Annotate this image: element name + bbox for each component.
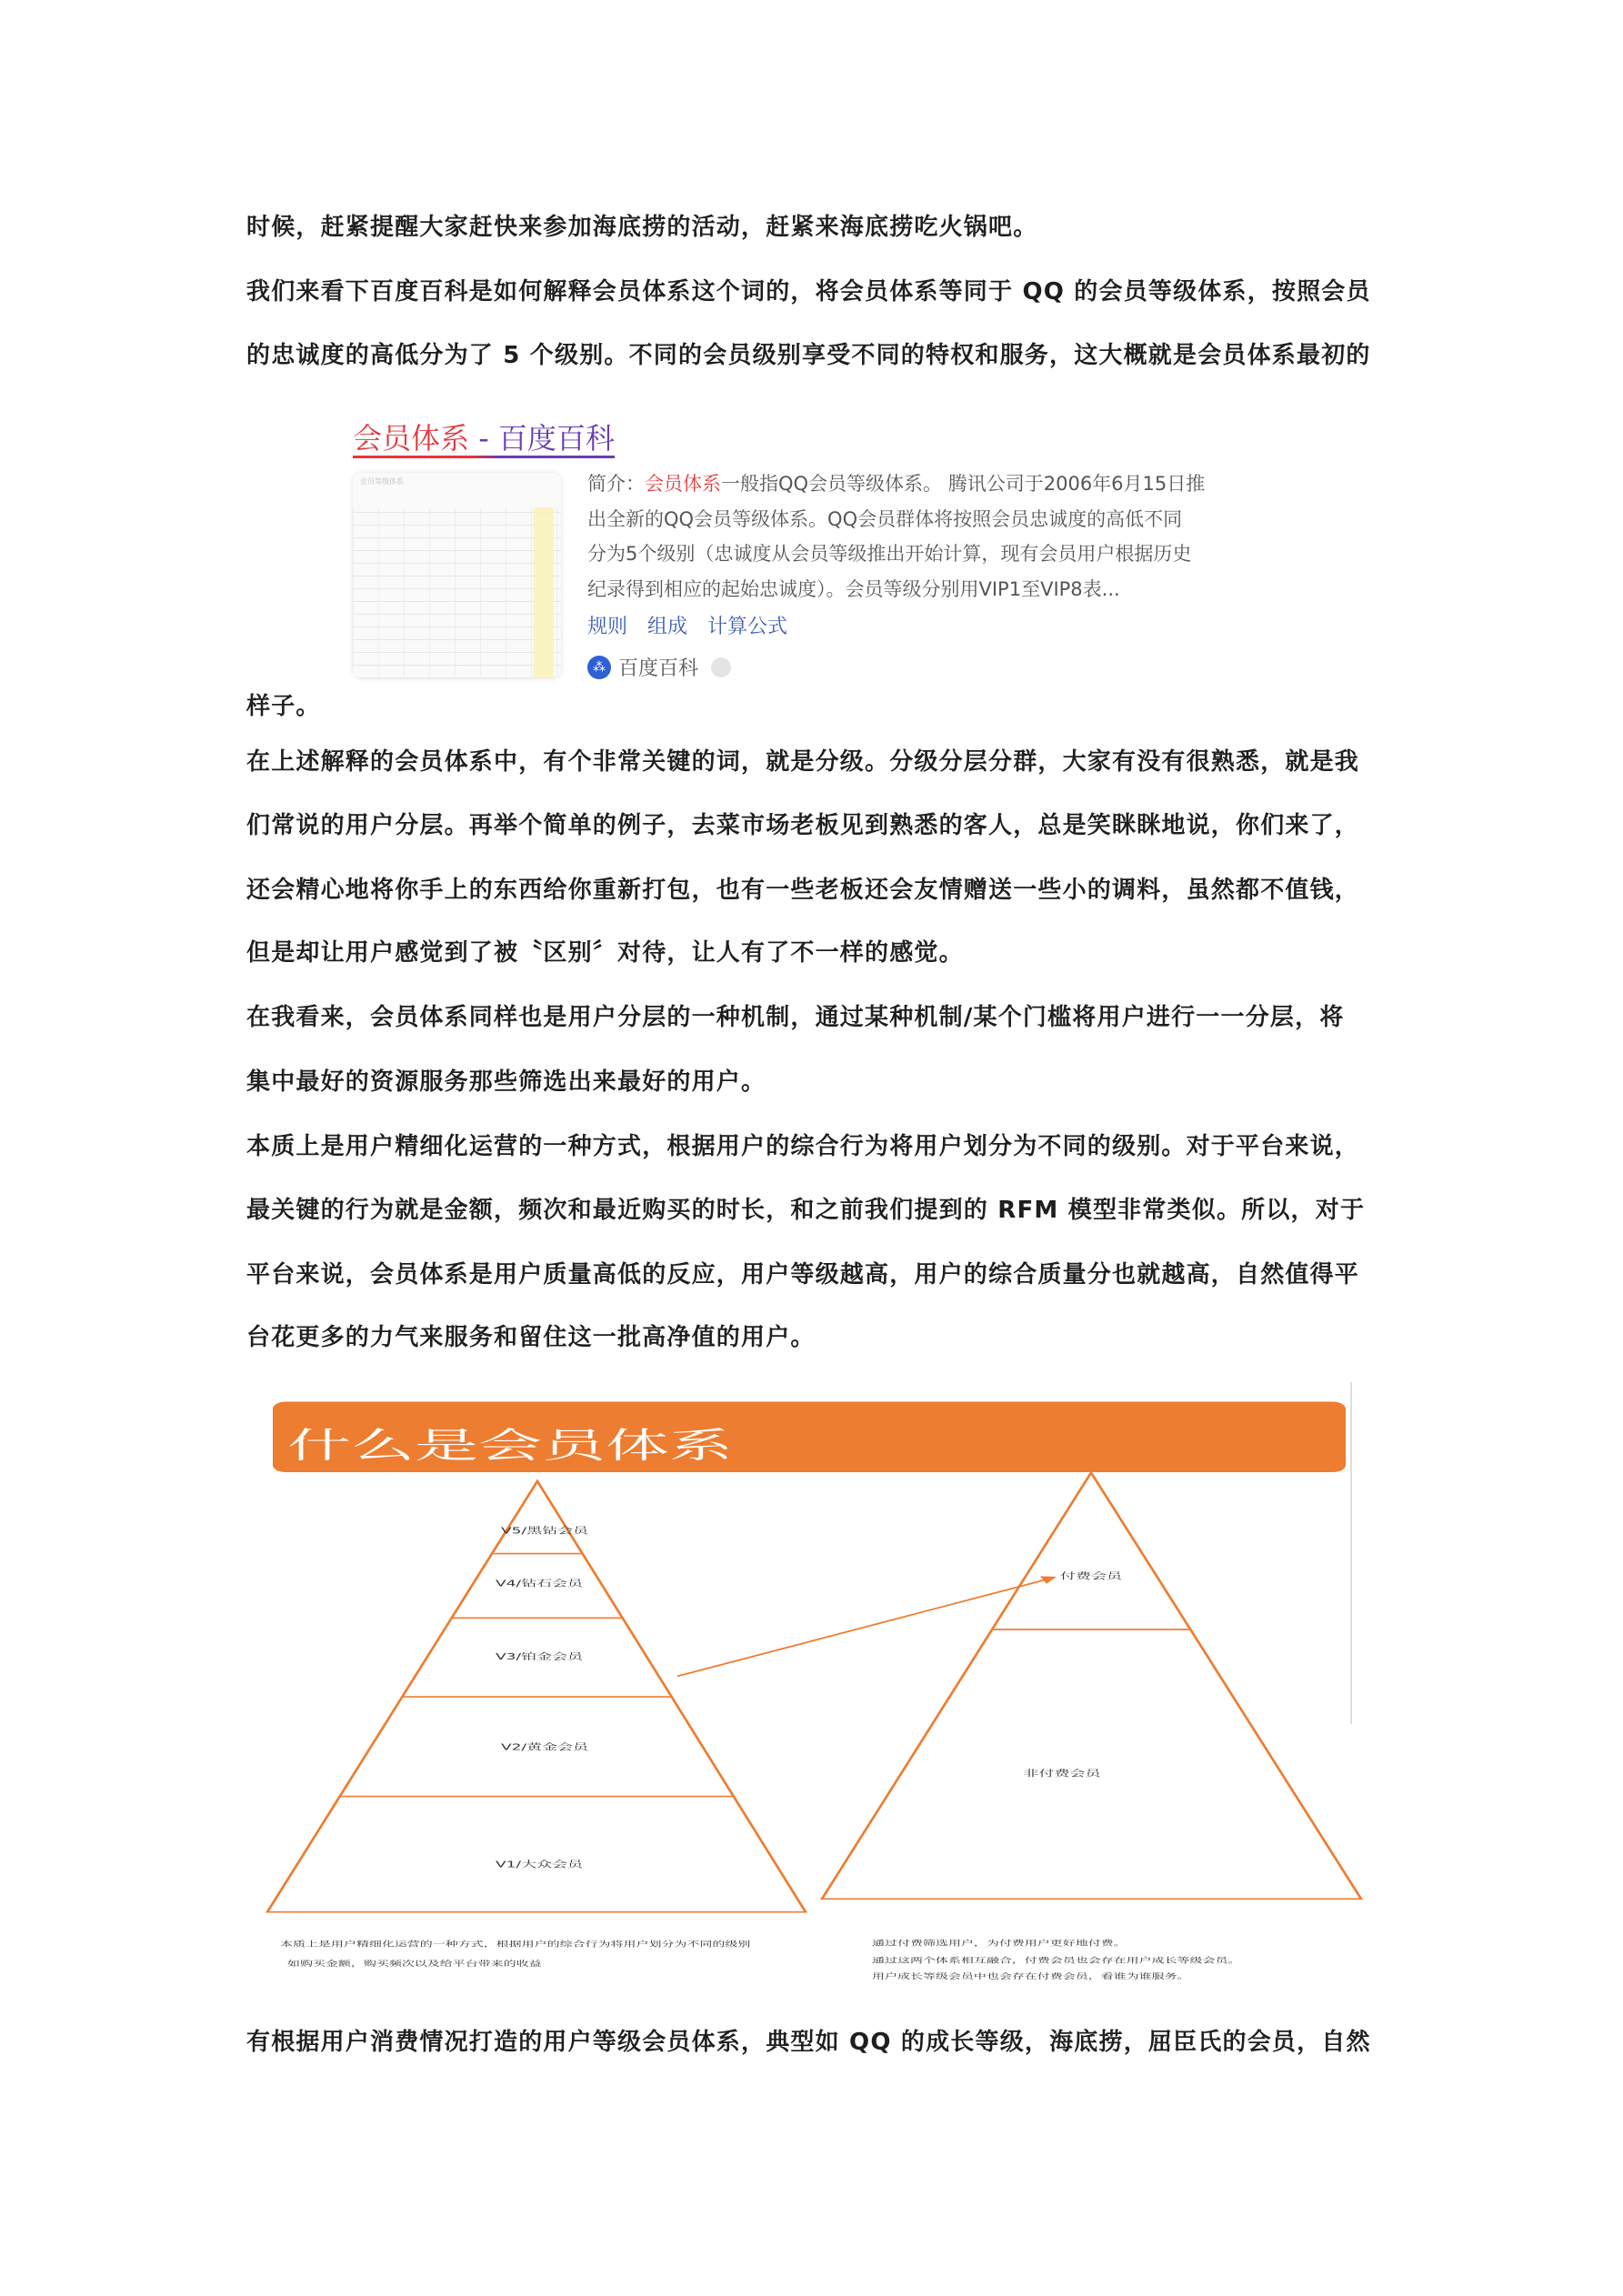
baike-logo-icon: ⁂ bbox=[587, 656, 611, 679]
right-caption bbox=[872, 1939, 1240, 1980]
desc-keyword: 会员体系 bbox=[645, 473, 721, 495]
baike-sublinks bbox=[587, 611, 807, 639]
right-pyramid bbox=[822, 1473, 1361, 1900]
source-label: 百度百科 bbox=[618, 657, 699, 680]
text-line: 的忠诚度的高低分为了 5 个级别。不同的会员级别享受不同的特权和服务，这大概就是会员体系最初的 bbox=[246, 342, 1371, 369]
level-label: V2/黄金会员 bbox=[500, 1742, 589, 1753]
left-pyramid-dividers bbox=[340, 1554, 734, 1797]
diagram-title: 什么是会员体系 bbox=[287, 1426, 733, 1467]
caption-line: 通过这两个体系相互融合，付费会员也会存在用户成长等级会员。 bbox=[872, 1956, 1241, 1965]
desc-prefix: 简介： bbox=[587, 473, 645, 495]
desc-line bbox=[587, 471, 1205, 496]
text-line: 本质上是用户精细化运营的一种方式，根据用户的综合行为将用户划分为不同的级别。对于平台来说， bbox=[246, 1133, 1360, 1160]
membership-diagram bbox=[255, 1382, 1364, 2000]
caption-line: 如购买金额，购买频次以及给平台带来的收益 bbox=[287, 1960, 542, 1968]
left-caption bbox=[280, 1940, 750, 1968]
text-line: 有根据用户消费情况打造的用户等级会员体系，典型如 QQ 的成长等级，海底捞，屈臣氏的会员，自然 bbox=[246, 2029, 1371, 2056]
text-line: 在上述解释的会员体系中，有个非常关键的词，就是分级。分级分层分群，大家有没有很熟悉，就是我 bbox=[246, 748, 1360, 776]
baike-title-link[interactable] bbox=[353, 421, 615, 458]
level-label: V4/钻石会员 bbox=[495, 1579, 584, 1589]
text-line: 在我看来，会员体系同样也是用户分层的一种机制，通过某种机制/某个门槛将用户进行一一分层，将 bbox=[246, 1004, 1345, 1031]
desc-text: 一般指QQ会员等级体系。 腾讯公司于2006年6月15日推 bbox=[721, 473, 1206, 495]
link-composition[interactable]: 组成 bbox=[647, 616, 688, 638]
desc-line: 纪录得到相应的起始忠诚度）。会员等级分别用VIP1至VIP8表... bbox=[587, 578, 1120, 600]
text-line: 最关键的行为就是金额，频次和最近购买的时长，和之前我们提到的 RFM 模型非常类似。所以，对于 bbox=[246, 1197, 1366, 1224]
desc-line: 分为5个级别（忠诚度从会员等级推出开始计算，现有会员用户根据历史 bbox=[587, 543, 1192, 565]
text-line: 时候，赶紧提醒大家赶快来参加海底捞的活动，赶紧来海底捞吃火锅吧。 bbox=[246, 214, 1038, 241]
text-line: 平台来说，会员体系是用户质量高低的反应，用户等级越高，用户的综合质量分也就越高，自然值得平 bbox=[246, 1261, 1360, 1288]
text-line: 台花更多的力气来服务和留住这一批高净值的用户。 bbox=[246, 1324, 816, 1351]
text-line: 但是却让用户感觉到了被〝区别〞对待，让人有了不一样的感觉。 bbox=[246, 939, 964, 967]
text-line: 还会精心地将你手上的东西给你重新打包，也有一些老板还会友情赠送一些小的调料，虽然都不值钱， bbox=[246, 877, 1360, 904]
text-line: 样子。 bbox=[246, 693, 321, 720]
level-label: V1/大众会员 bbox=[495, 1860, 584, 1870]
upgrade-arrow bbox=[677, 1576, 1057, 1676]
title-keyword: 会员体系 bbox=[353, 421, 470, 456]
desc-line: 出全新的QQ会员等级体系。QQ会员群体将按照会员忠诚度的高低不同 bbox=[587, 508, 1183, 530]
caption-line: 通过付费筛选用户，为付费用户更好地付费。 bbox=[872, 1939, 1127, 1948]
title-rest: - 百度百科 bbox=[469, 421, 615, 456]
link-formula[interactable]: 计算公式 bbox=[707, 616, 788, 638]
thumb-highlight-column bbox=[534, 507, 554, 678]
right-pyramid-outline bbox=[822, 1473, 1361, 1900]
level-label: V5/黑钻会员 bbox=[500, 1526, 589, 1537]
text-line: 们常说的用户分层。再举个简单的例子，去菜市场老板见到熟悉的客人，总是笑眯眯地说，你们来了， bbox=[246, 812, 1360, 839]
right-level-labels bbox=[1024, 1571, 1124, 1779]
text-line: 集中最好的资源服务那些筛选出来最好的用户。 bbox=[246, 1068, 766, 1096]
caption-line: 用户成长等级会员中也会存在付费会员，看谁为谁服务。 bbox=[872, 1972, 1190, 1981]
level-label: 付费会员 bbox=[1060, 1571, 1122, 1582]
link-rules[interactable]: 规则 bbox=[587, 616, 628, 638]
baike-source[interactable] bbox=[587, 653, 731, 681]
left-level-labels bbox=[496, 1526, 590, 1870]
text-line: 我们来看下百度百科是如何解释会员体系这个词的，将会员体系等同于 QQ 的会员等级体系，按照会员 bbox=[246, 278, 1371, 306]
level-label: V3/铂金会员 bbox=[495, 1651, 584, 1662]
baike-thumbnail[interactable] bbox=[353, 473, 561, 678]
thumb-table-grid bbox=[353, 507, 561, 678]
level-label: 非付费会员 bbox=[1023, 1769, 1101, 1780]
verified-badge-icon bbox=[711, 657, 731, 677]
caption-line: 本质上是用户精细化运营的一种方式，根据用户的综合行为将用户划分为不同的级别 bbox=[280, 1940, 751, 1949]
thumb-header: 会员等级体系 bbox=[360, 477, 404, 486]
